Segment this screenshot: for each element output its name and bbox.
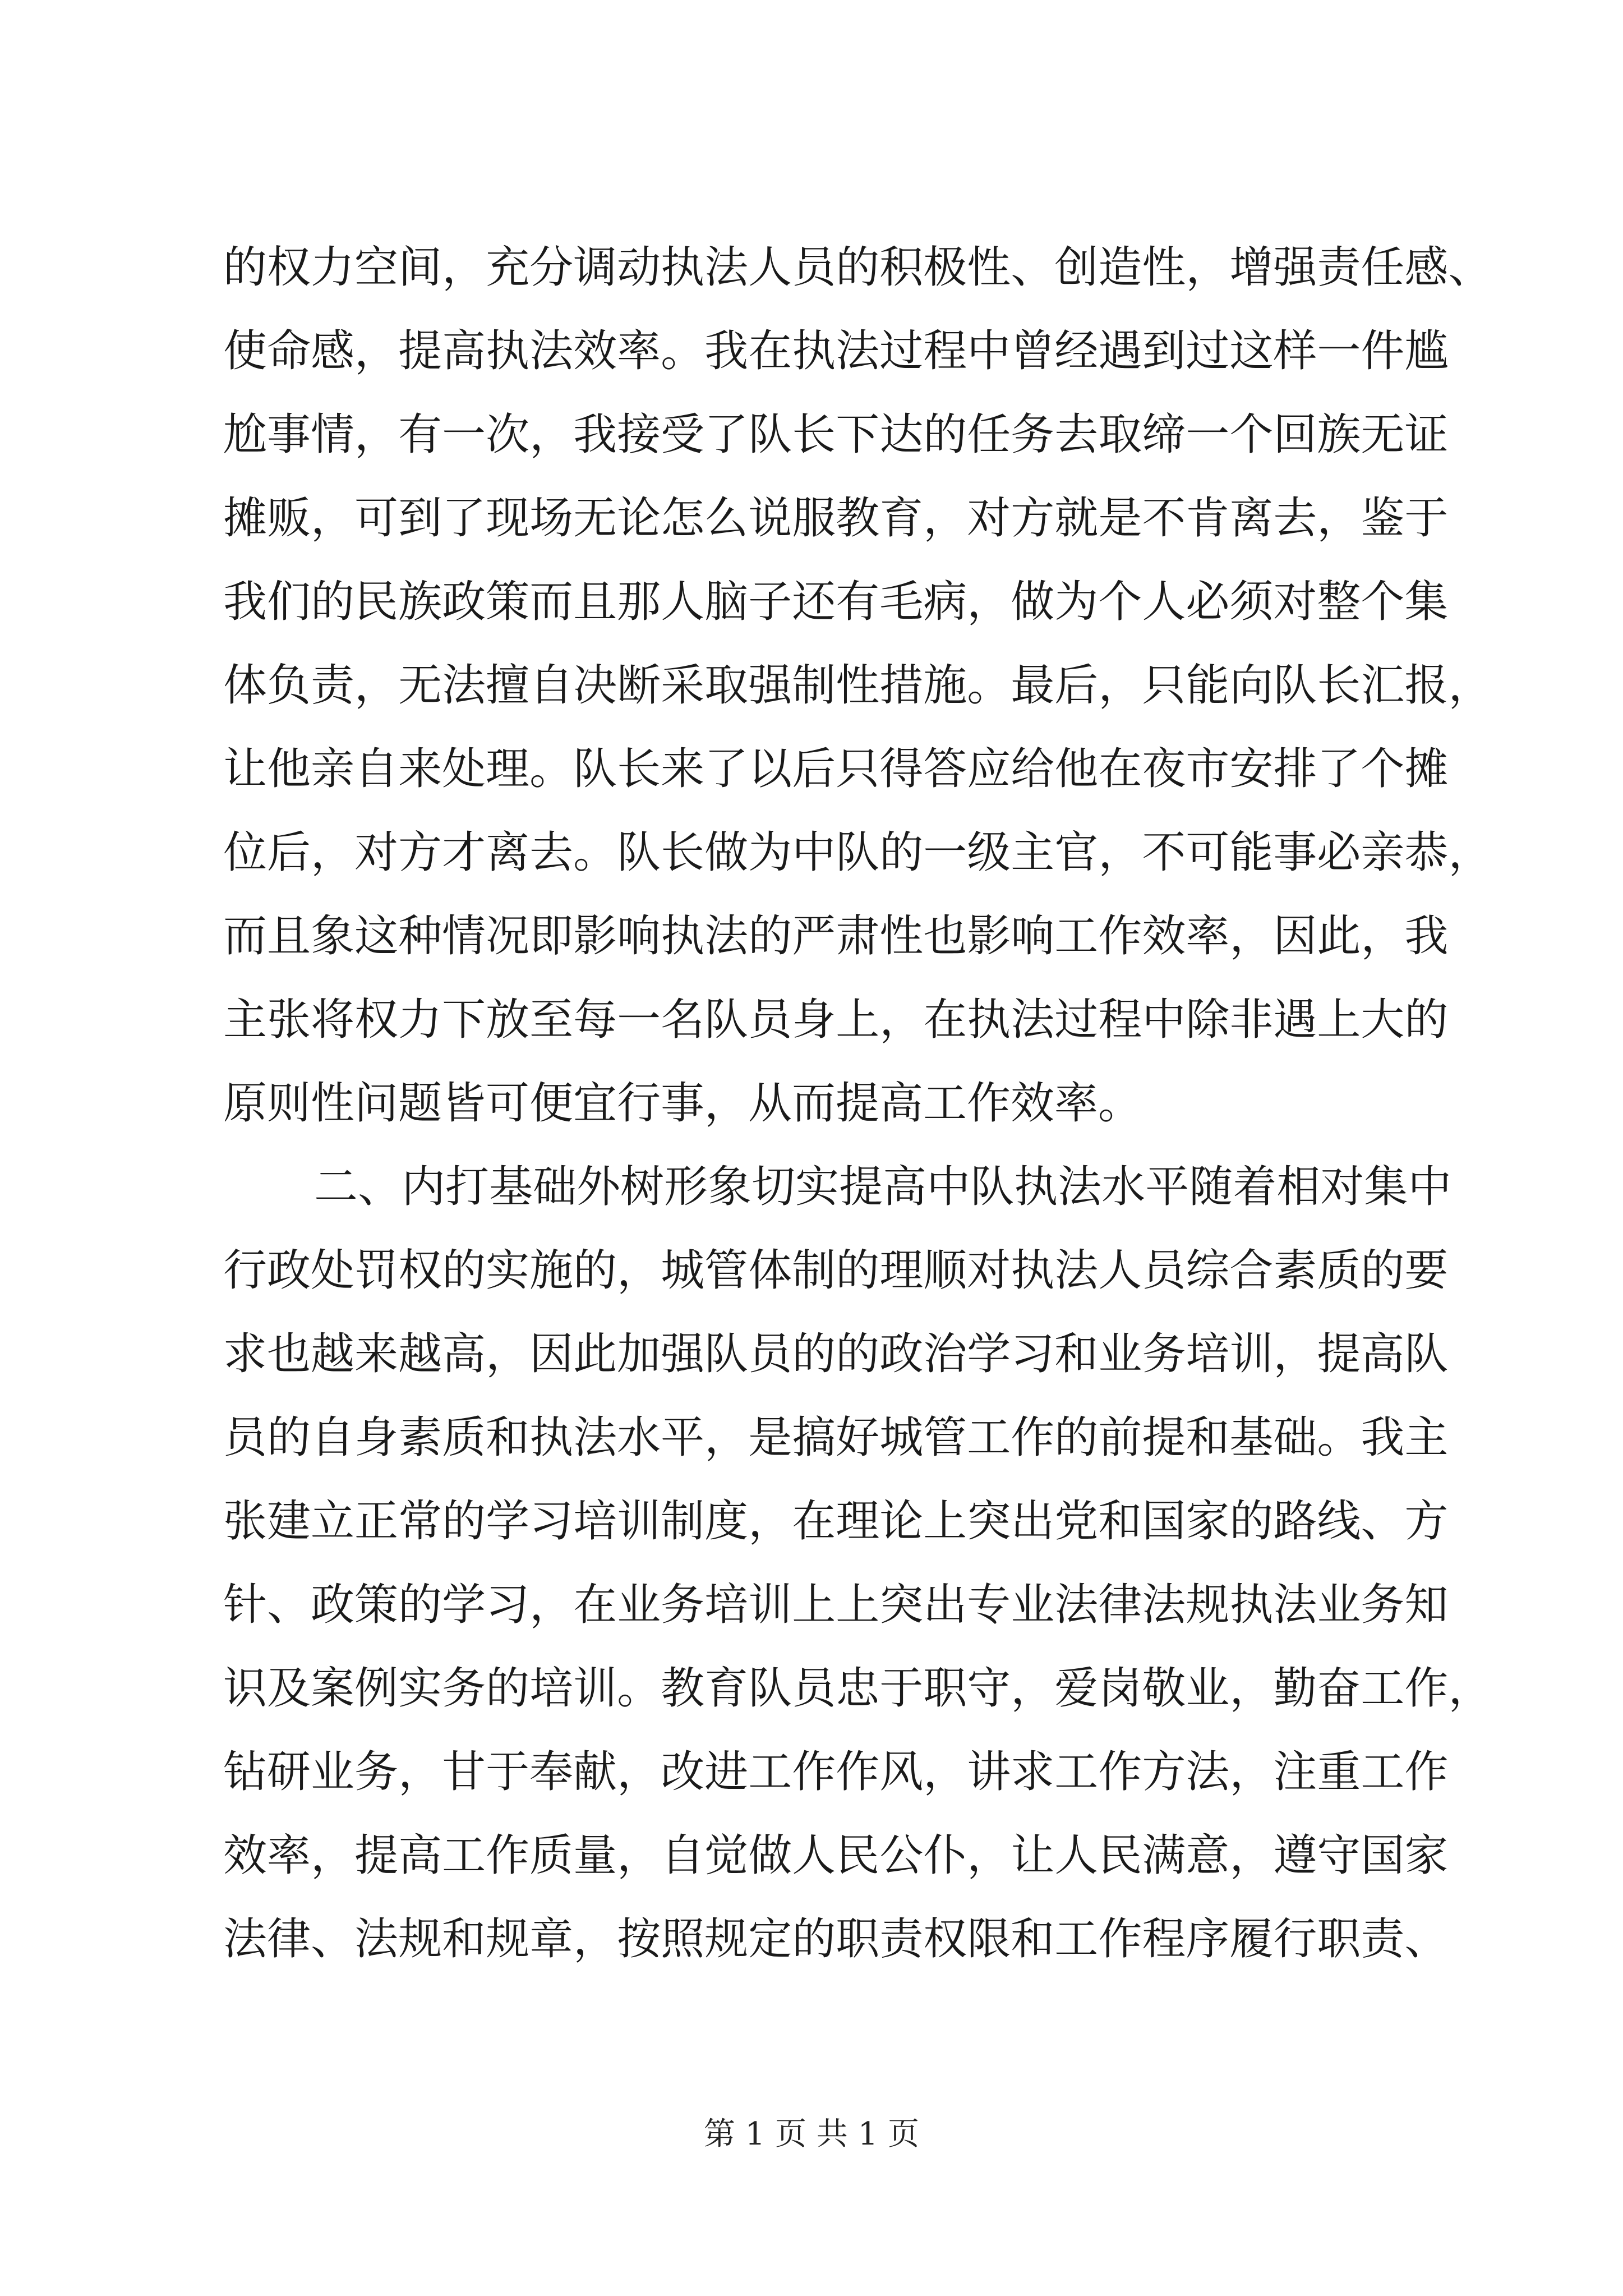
text-line: 让 他 亲 自 来 处 理 。 队 长 来 了 以 后 只 得 答 应 给 他 在 夜 市 安 排 了 个 摊 [223, 743, 1449, 794]
text-line: 行 政 处 罚 权 的 实 施 的 ， 城 管 体 制 的 理 顺 对 执 法 人 员 综 合 素 质 的 要 [223, 1245, 1449, 1296]
text-line: 摊 贩 ， 可 到 了 现 场 无 论 怎 么 说 服 教 育 ， 对 方 就 是 不 肯 离 去 ， 鉴 于 [223, 493, 1449, 544]
text-line: 的 权 力 空 间 ， 充 分 调 动 执 法 人 员 的 积 极 性 、 创 造 性 ， 增 强 责 任 感 、 [223, 242, 1492, 293]
text-line: 张 建 立 正 常 的 学 习 培 训 制 度 ， 在 理 论 上 突 出 党 和 国 家 的 路 线 、 方 [223, 1496, 1449, 1547]
text-line: 效 率 ， 提 高 工 作 质 量 ， 自 觉 做 人 民 公 仆 ， 让 人 民 满 意 ， 遵 守 国 家 [223, 1830, 1449, 1881]
text-line: 而 且 象 这 种 情 况 即 影 响 执 法 的 严 肃 性 也 影 响 工 作 效 率 ， 因 此 ， 我 [223, 910, 1449, 961]
text-line: 位 后 ， 对 方 才 离 去 。 队 长 做 为 中 队 的 一 级 主 官 ， 不 可 能 事 必 亲 恭 ， [223, 827, 1492, 878]
text-line: 针 、 政 策 的 学 习 ， 在 业 务 培 训 上 上 突 出 专 业 法 律 法 规 执 法 业 务 知 [223, 1579, 1449, 1630]
text-line: 法 律 、 法 规 和 规 章 ， 按 照 规 定 的 职 责 权 限 和 工 作 程 序 履 行 职 责 、 [223, 1913, 1449, 1964]
text-line: 求 也 越 来 越 高 ， 因 此 加 强 队 员 的 的 政 治 学 习 和 业 务 培 训 ， 提 高 队 [223, 1328, 1449, 1379]
text-line: 主 张 将 权 力 下 放 至 每 一 名 队 员 身 上 ， 在 执 法 过 程 中 除 非 遇 上 大 的 [223, 994, 1449, 1045]
paragraph-heading-line: 二 、 内 打 基 础 外 树 形 象 切 实 提 高 中 队 执 法 水 平 随 着 相 对 集 中 [314, 1161, 1452, 1212]
text-line: 原则性问题皆可便宜行事，从而提高工作效率。 [223, 1078, 1142, 1129]
text-line: 钻 研 业 务 ， 甘 于 奉 献 ， 改 进 工 作 作 风 ， 讲 求 工 作 方 法 ， 注 重 工 作 [223, 1746, 1449, 1797]
text-line: 识 及 案 例 实 务 的 培 训 。 教 育 队 员 忠 于 职 守 ， 爱 岗 敬 业 ， 勤 奋 工 作 ， [223, 1663, 1492, 1714]
body-text [223, 222, 1492, 1977]
text-line: 我 们 的 民 族 政 策 而 且 那 人 脑 子 还 有 毛 病 ， 做 为 个 人 必 须 对 整 个 集 [223, 576, 1449, 627]
page-footer: 第 1 页 共 1 页 [703, 2116, 920, 2152]
text-line: 尬 事 情 ， 有 一 次 ， 我 接 受 了 队 长 下 达 的 任 务 去 取 缔 一 个 回 族 无 证 [223, 409, 1449, 460]
text-line: 体 负 责 ， 无 法 擅 自 决 断 采 取 强 制 性 措 施 。 最 后 ， 只 能 向 队 长 汇 报 ， [223, 660, 1492, 711]
text-line: 员 的 自 身 素 质 和 执 法 水 平 ， 是 搞 好 城 管 工 作 的 前 提 和 基 础 。 我 主 [223, 1412, 1449, 1463]
text-line: 使 命 感 ， 提 高 执 法 效 率 。 我 在 执 法 过 程 中 曾 经 遇 到 过 这 样 一 件 尴 [223, 325, 1449, 376]
